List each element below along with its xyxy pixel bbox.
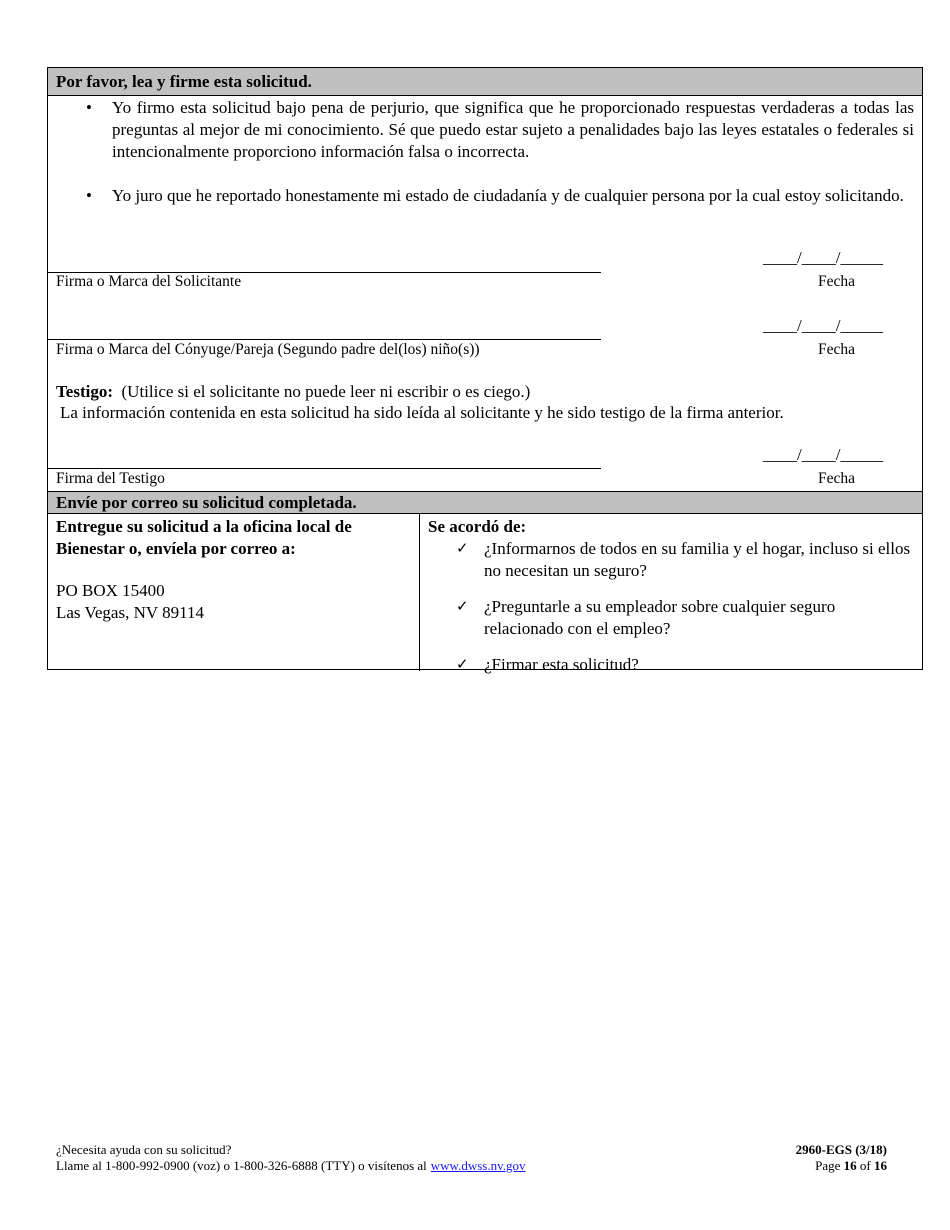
spouse-signature-line[interactable] (48, 339, 601, 340)
witness-date-label: Fecha (818, 470, 856, 487)
footer-help (56, 1142, 526, 1174)
declaration-item (86, 97, 914, 163)
applicant-date-label: Fecha (818, 273, 856, 290)
checklist-item (456, 538, 916, 582)
applicant-date-field[interactable]: ____/____/_____ (763, 248, 883, 267)
bullet-icon: • (86, 98, 92, 117)
declaration-item (86, 185, 914, 207)
checklist-item (456, 596, 916, 640)
spouse-signature-label: Firma o Marca del Cónyuge/Pareja (Segundo padre del(los) niño(s)) (56, 341, 480, 358)
page-number: Page 16 of 16 (815, 1158, 887, 1173)
checklist-text: ¿Preguntarle a su empleador sobre cualquier seguro relacionado con el empleo? (484, 597, 836, 638)
mail-instruction-text: Entregue su solicitud a la oficina local de Bienestar o, envíela por correo a: (56, 517, 352, 558)
application-form (47, 67, 923, 674)
footer-page-info (796, 1142, 887, 1174)
declaration-text: Yo juro que he reportado honestamente mi estado de ciudadanía y de cualquier persona por la cual estoy solicitando. (112, 186, 904, 205)
declaration-list (48, 97, 922, 229)
checklist (420, 514, 924, 674)
checklist-items (428, 538, 916, 676)
applicant-signature-label: Firma o Marca del Solicitante (56, 273, 242, 290)
mail-instructions (48, 514, 420, 671)
checkmark-icon: ✓ (456, 539, 469, 557)
footer-help-question: ¿Necesita ayuda con su solicitud? (56, 1142, 232, 1157)
checklist-text: ¿Informarnos de todos en su familia y el hogar, incluso si ellos no necesitan un seguro? (484, 539, 911, 580)
address-line-2: Las Vegas, NV 89114 (56, 603, 204, 622)
witness-signature-line[interactable] (48, 468, 601, 469)
witness-block (56, 381, 916, 423)
checklist-text: ¿Firmar esta solicitud? (484, 655, 639, 674)
footer-call-text: Llame al 1-800-992-0900 (voz) o 1-800-326-6888 (TTY) o visítenos al (56, 1158, 427, 1173)
footer-website-link[interactable]: www.dwss.nv.gov (430, 1158, 526, 1173)
address-line-1: PO BOX 15400 (56, 581, 165, 600)
witness-note: (Utilice si el solicitante no puede leer ni escribir o es ciego.) (121, 382, 531, 401)
bullet-icon: • (86, 186, 92, 205)
checklist-item (456, 654, 916, 676)
spouse-date-field[interactable]: ____/____/_____ (763, 316, 883, 335)
declaration-text: Yo firmo esta solicitud bajo pena de perjurio, que significa que he proporcionado respuestas verdaderas a todas las preguntas al mejor de mi conocimiento. Sé que puedo estar sujeto a penalidades bajo las leyes estatales o federales si intencionalmente proporciono información falsa o incorrecta. (112, 98, 914, 161)
checkmark-icon: ✓ (456, 597, 469, 615)
witness-signature-label: Firma del Testigo (56, 470, 165, 487)
checklist-title: Se acordó de: (428, 517, 527, 536)
form-id: 2960-EGS (3/18) (795, 1142, 887, 1157)
section-header-sign: Por favor, lea y firme esta solicitud. (48, 68, 922, 96)
checkmark-icon: ✓ (456, 655, 469, 673)
spouse-date-label: Fecha (818, 341, 856, 358)
witness-statement: La información contenida en esta solicitud ha sido leída al solicitante y he sido testigo de la firma anterior. (60, 403, 784, 422)
witness-title: Testigo: (56, 382, 113, 401)
section-header-mail: Envíe por correo su solicitud completada. (48, 491, 922, 514)
witness-date-field[interactable]: ____/____/_____ (763, 445, 883, 464)
